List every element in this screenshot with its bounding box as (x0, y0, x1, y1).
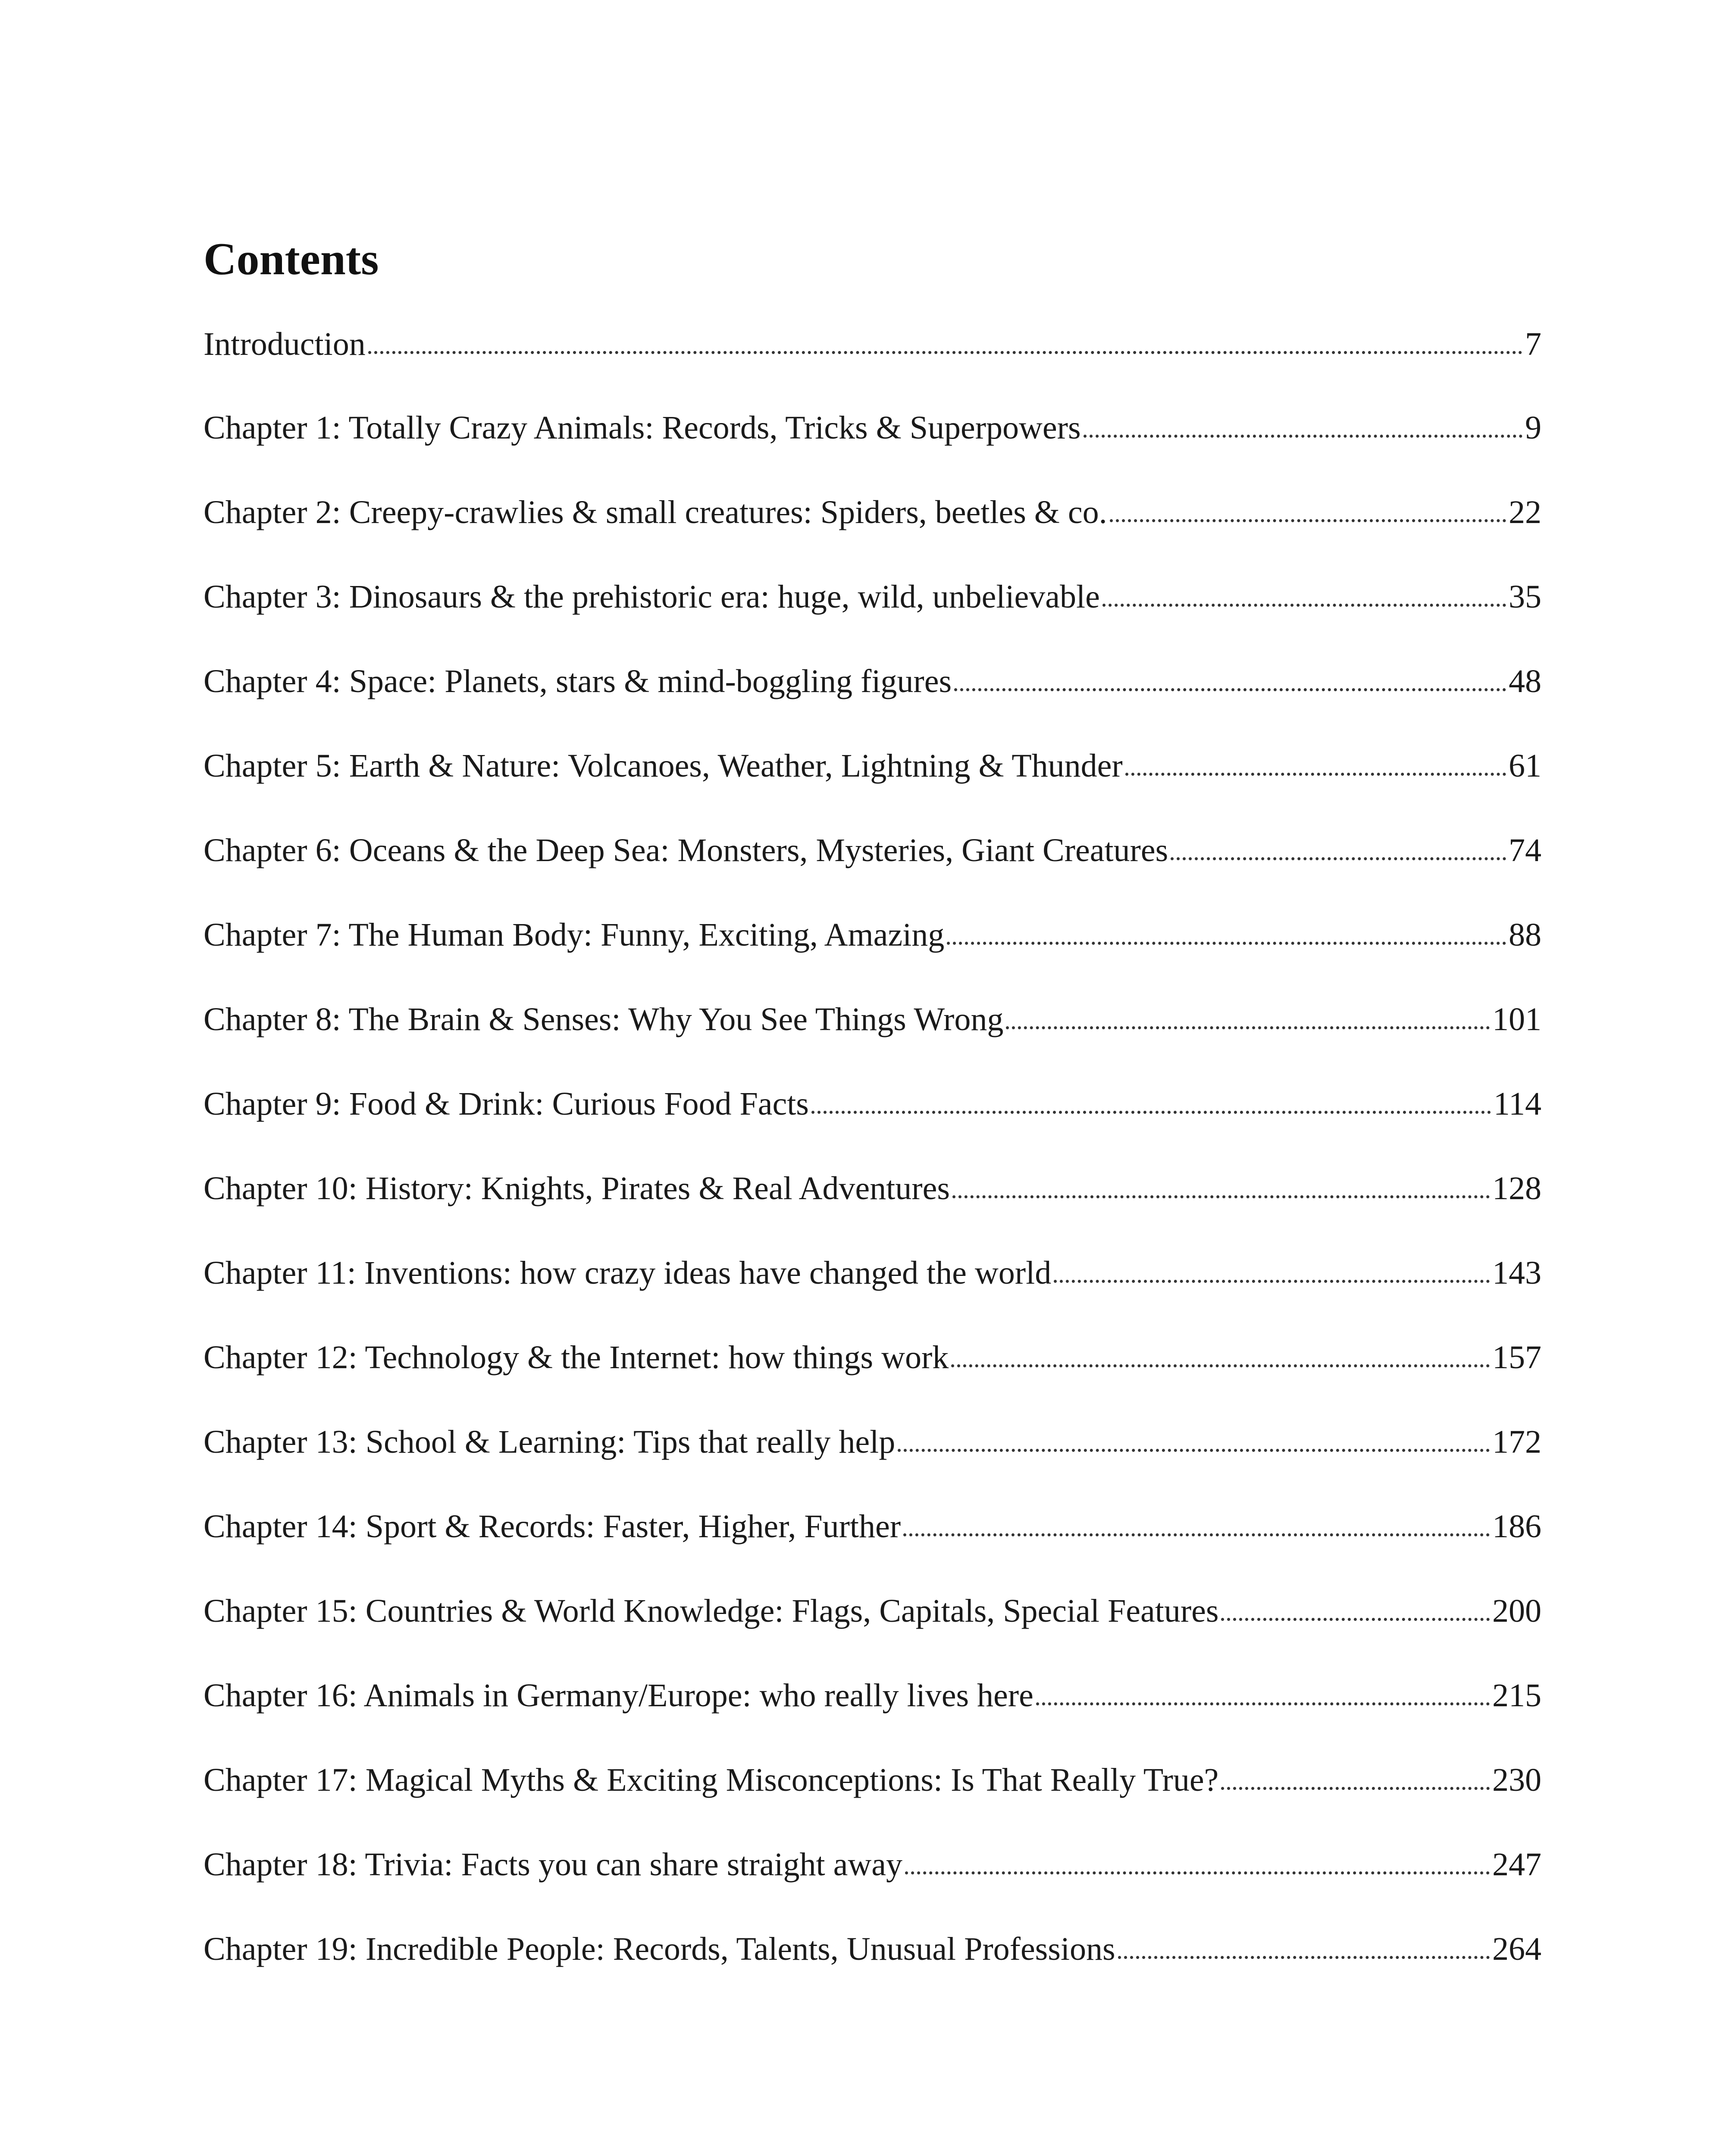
dot-leader (1102, 604, 1506, 607)
table-of-contents (204, 328, 1541, 2017)
dot-leader (947, 942, 1506, 945)
toc-entry-chapter-15[interactable] (204, 1595, 1541, 1679)
toc-entry-label: Chapter 18: Trivia: Facts you can share straight away (204, 1846, 903, 1883)
toc-entry-label: Chapter 12: Technology & the Internet: how things work (204, 1339, 949, 1376)
toc-entry-label: Chapter 7: The Human Body: Funny, Exciting, Amazing (204, 917, 945, 953)
toc-entry-chapter-3[interactable] (204, 580, 1541, 665)
dot-leader (1221, 1787, 1490, 1790)
dot-leader (1084, 435, 1522, 438)
toc-entry-chapter-8[interactable] (204, 1003, 1541, 1087)
toc-page-number: 7 (1525, 326, 1541, 362)
toc-page-number: 200 (1492, 1593, 1541, 1629)
dot-leader (1036, 1702, 1490, 1705)
dot-leader (954, 688, 1506, 691)
dot-leader (1006, 1026, 1490, 1029)
toc-entry-label: Chapter 19: Incredible People: Records, Talents, Unusual Professions (204, 1931, 1115, 1967)
toc-entry-label: Chapter 8: The Brain & Senses: Why You See Things Wrong (204, 1001, 1004, 1037)
toc-entry-chapter-18[interactable] (204, 1848, 1541, 1933)
toc-entry-label: Chapter 13: School & Learning: Tips that really help (204, 1424, 896, 1460)
toc-entry-chapter-13[interactable] (204, 1426, 1541, 1510)
toc-page-number: 74 (1509, 832, 1541, 868)
toc-entry-chapter-4[interactable] (204, 665, 1541, 749)
dot-leader (952, 1195, 1490, 1198)
toc-entry-chapter-16[interactable] (204, 1679, 1541, 1764)
dot-leader (905, 1871, 1490, 1874)
toc-entry-label: Chapter 14: Sport & Records: Faster, Higher, Further (204, 1508, 901, 1545)
dot-leader (1221, 1618, 1490, 1621)
toc-entry-label: Chapter 16: Animals in Germany/Europe: who really lives here (204, 1677, 1034, 1714)
toc-entry-chapter-9[interactable] (204, 1087, 1541, 1172)
toc-entry-label: Chapter 2: Creepy-crawlies & small creatures: Spiders, beetles & co. (204, 494, 1107, 530)
dot-leader (1171, 857, 1506, 860)
toc-page-number: 9 (1525, 410, 1541, 446)
toc-page-number: 35 (1509, 579, 1541, 615)
toc-entry-chapter-7[interactable] (204, 918, 1541, 1003)
toc-entry-chapter-2[interactable] (204, 496, 1541, 580)
toc-page-number: 114 (1493, 1086, 1541, 1122)
dot-leader (811, 1111, 1491, 1114)
toc-page-number: 61 (1509, 748, 1541, 784)
toc-entry-introduction[interactable] (204, 328, 1541, 411)
toc-entry-chapter-6[interactable] (204, 834, 1541, 918)
toc-entry-label: Chapter 6: Oceans & the Deep Sea: Monsters, Mysteries, Giant Creatures (204, 832, 1168, 868)
toc-entry-label: Chapter 15: Countries & World Knowledge: Flags, Capitals, Special Features (204, 1593, 1219, 1629)
toc-entry-chapter-17[interactable] (204, 1764, 1541, 1848)
toc-page-number: 230 (1492, 1762, 1541, 1798)
toc-entry-chapter-1[interactable] (204, 411, 1541, 496)
toc-entry-label: Chapter 9: Food & Drink: Curious Food Facts (204, 1086, 809, 1122)
page-title: Contents (204, 234, 379, 284)
toc-page-number: 128 (1492, 1170, 1541, 1206)
toc-page-number: 247 (1492, 1846, 1541, 1883)
toc-entry-label: Chapter 3: Dinosaurs & the prehistoric era: huge, wild, unbelievable (204, 579, 1100, 615)
toc-entry-chapter-5[interactable] (204, 749, 1541, 834)
toc-page-number: 22 (1509, 494, 1541, 530)
toc-entry-label: Chapter 4: Space: Planets, stars & mind-boggling figures (204, 663, 952, 699)
dot-leader (1110, 519, 1506, 522)
toc-page-number: 157 (1492, 1339, 1541, 1376)
toc-page-number: 172 (1492, 1424, 1541, 1460)
dot-leader (1054, 1280, 1490, 1283)
toc-page-number: 101 (1492, 1001, 1541, 1037)
dot-leader (1125, 773, 1506, 776)
toc-page-number: 186 (1492, 1508, 1541, 1545)
toc-entry-chapter-11[interactable] (204, 1257, 1541, 1341)
dot-leader (898, 1449, 1490, 1452)
toc-entry-label: Chapter 1: Totally Crazy Animals: Records, Tricks & Superpowers (204, 410, 1081, 446)
toc-page-number: 215 (1492, 1677, 1541, 1714)
toc-entry-chapter-10[interactable] (204, 1172, 1541, 1257)
toc-entry-chapter-19[interactable] (204, 1933, 1541, 2017)
dot-leader (1118, 1956, 1490, 1959)
toc-page-number: 48 (1509, 663, 1541, 699)
toc-entry-chapter-14[interactable] (204, 1510, 1541, 1595)
toc-page-number: 88 (1509, 917, 1541, 953)
toc-entry-label: Introduction (204, 326, 366, 362)
dot-leader (368, 351, 1522, 354)
toc-entry-chapter-12[interactable] (204, 1341, 1541, 1426)
dot-leader (951, 1364, 1490, 1367)
toc-page-number: 264 (1492, 1931, 1541, 1967)
toc-page-number: 143 (1492, 1255, 1541, 1291)
toc-entry-label: Chapter 10: History: Knights, Pirates & Real Adventures (204, 1170, 950, 1206)
toc-entry-label: Chapter 5: Earth & Nature: Volcanoes, Weather, Lightning & Thunder (204, 748, 1123, 784)
dot-leader (903, 1533, 1490, 1536)
toc-entry-label: Chapter 17: Magical Myths & Exciting Misconceptions: Is That Really True? (204, 1762, 1219, 1798)
toc-entry-label: Chapter 11: Inventions: how crazy ideas have changed the world (204, 1255, 1052, 1291)
